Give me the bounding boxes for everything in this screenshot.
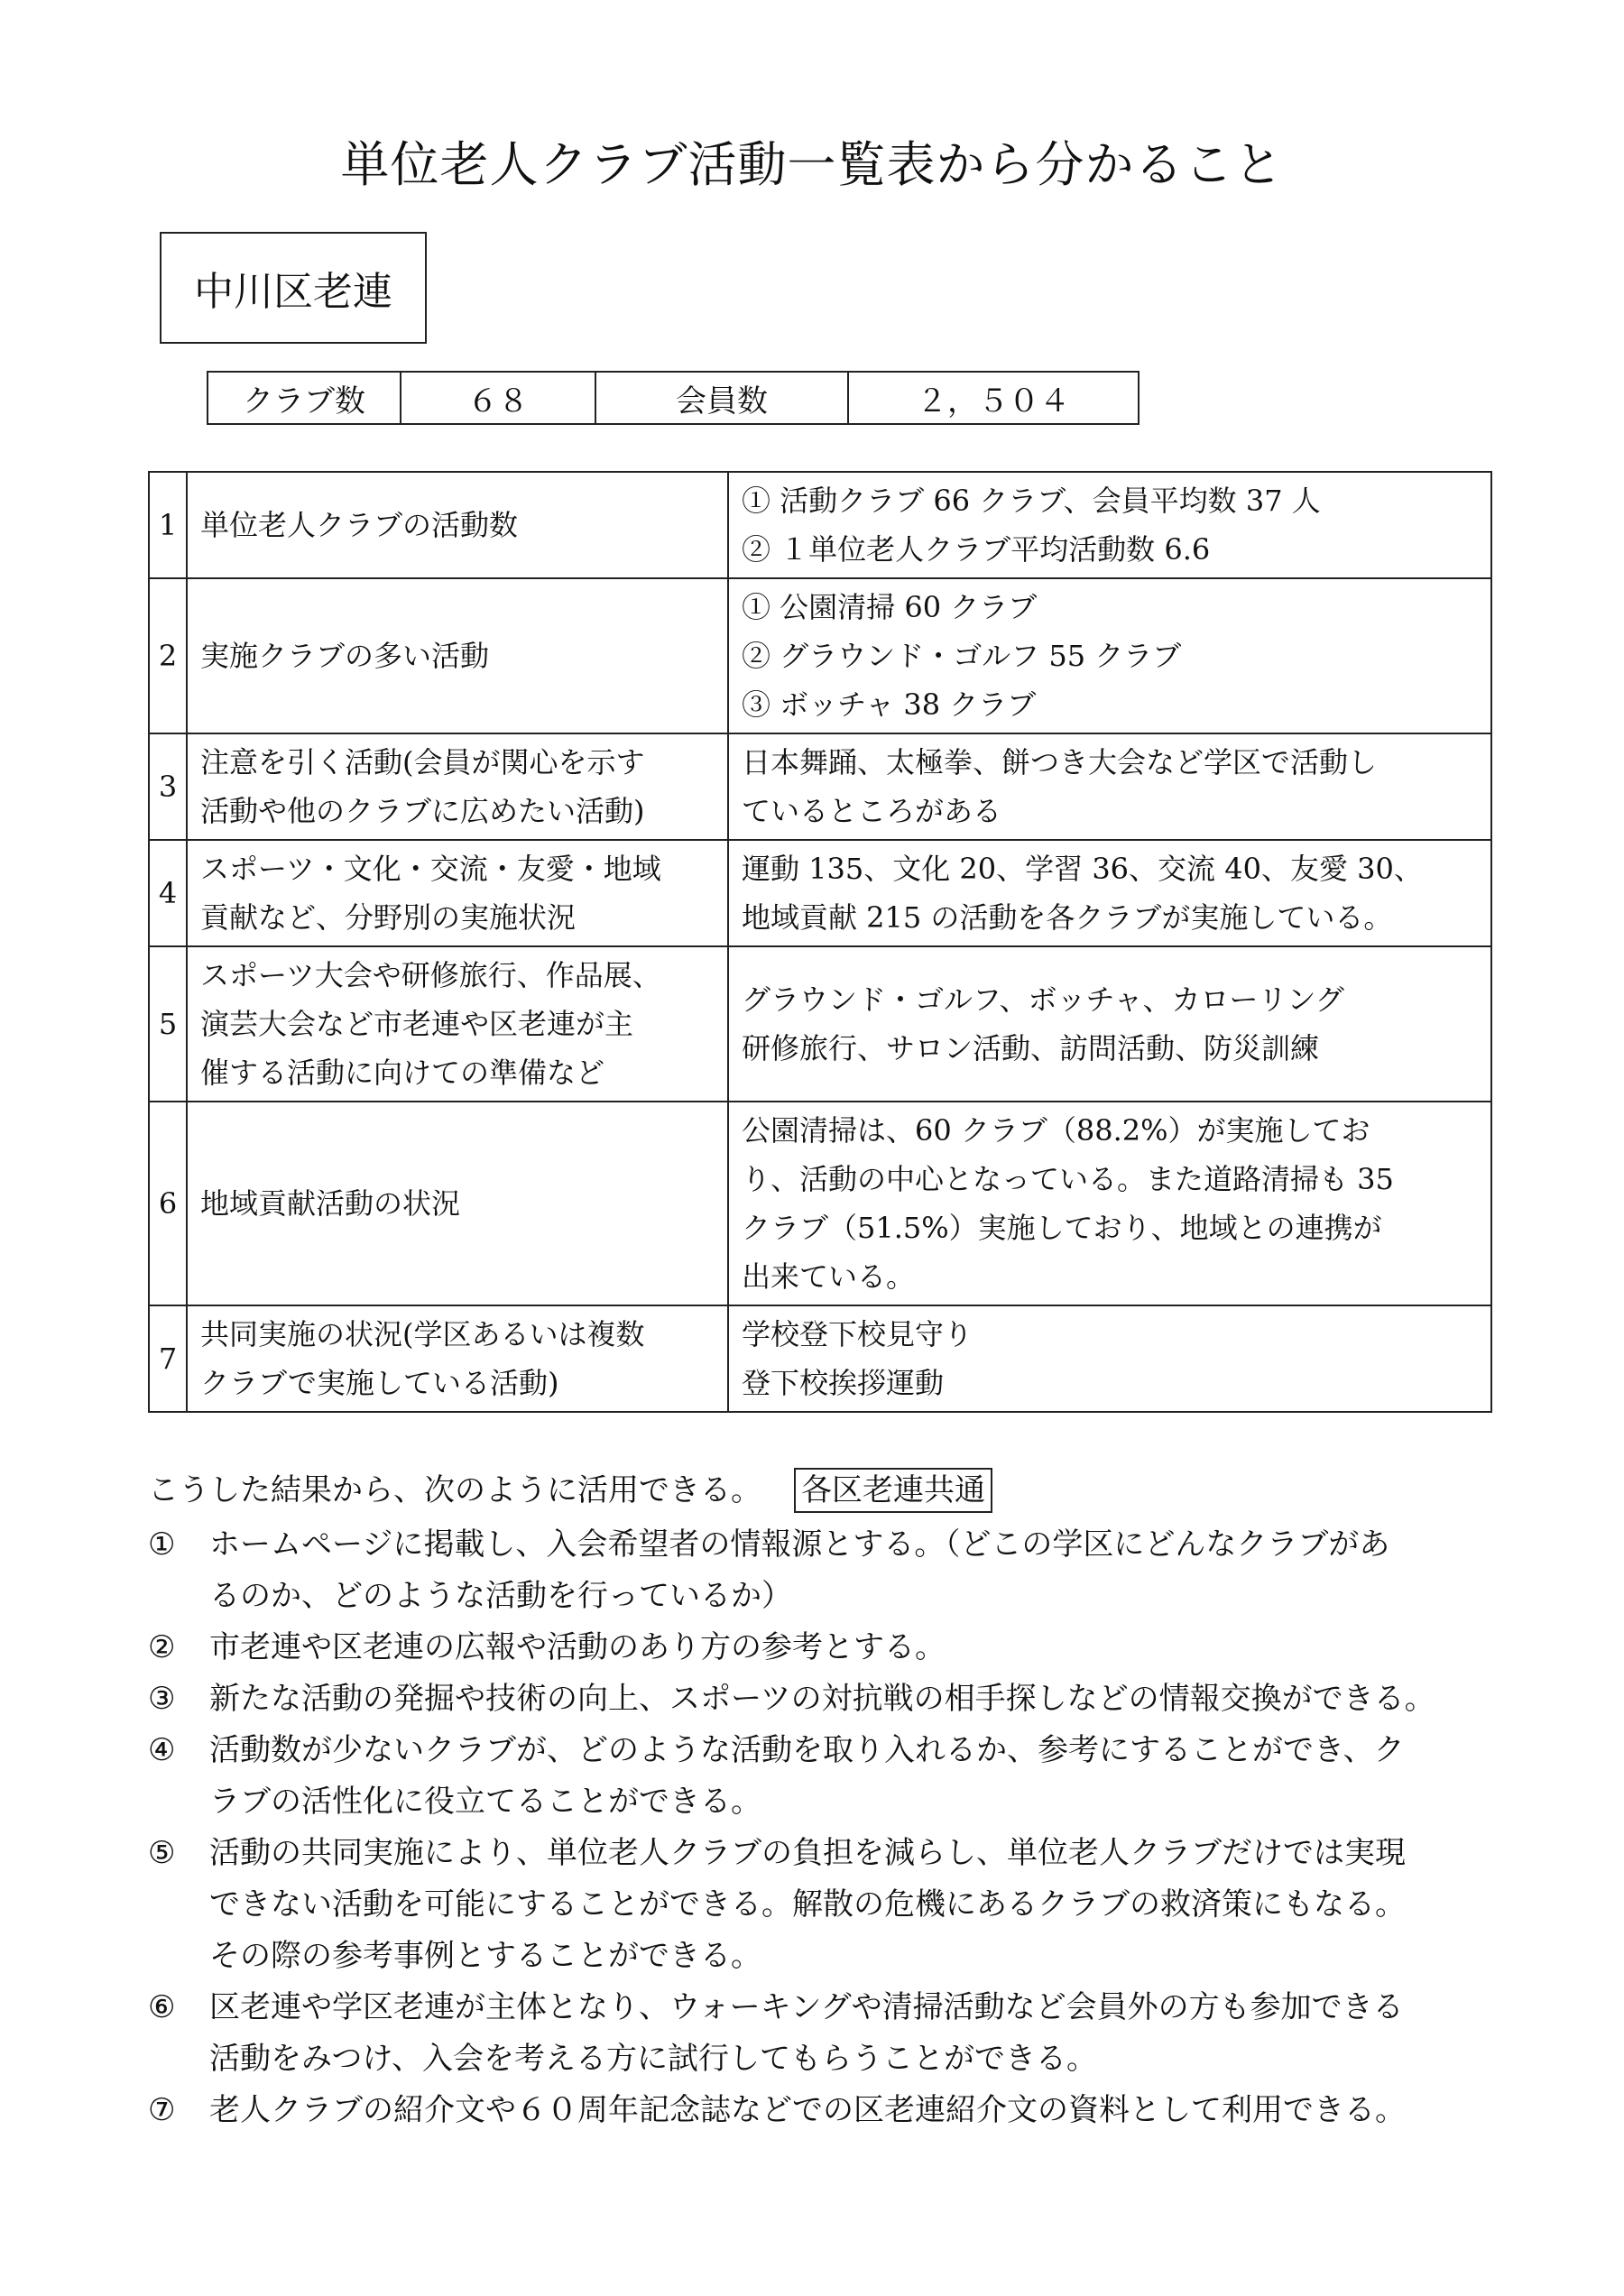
row-number: 6 (149, 1102, 187, 1305)
list-item-text (209, 1519, 1501, 1622)
usage-list (148, 1519, 1501, 2136)
detail-line: ③ ボッチャ 38 クラブ (742, 687, 1037, 722)
list-item-text (209, 1622, 1501, 1674)
topic-line: 地域貢献活動の状況 (200, 1186, 461, 1221)
list-marker: ③ (148, 1681, 176, 1717)
topic-line: 貢献など、分野別の実施状況 (200, 900, 577, 935)
detail-line: ① 活動クラブ 66 クラブ、会員平均数 37 人 (742, 484, 1321, 518)
member-count-label: 会員数 (595, 372, 848, 424)
list-item-line: 活動をみつけ、入会を考える方に試行してもらうことができる。 (209, 2041, 1097, 2077)
list-item-line: 新たな活動の発掘や技術の向上、スポーツの対抗戦の相手探しなどの情報交換ができる。 (209, 1681, 1435, 1717)
detail-line: 学校登下校見守り (742, 1317, 973, 1351)
list-item-line: その際の参考事例とすることができる。 (209, 1938, 761, 1974)
table-row (149, 472, 1491, 578)
table-row (149, 578, 1491, 733)
list-item-line: ラブの活性化に役立てることができる。 (209, 1784, 761, 1820)
common-badge: 各区老連共通 (794, 1468, 992, 1513)
row-number: 1 (149, 472, 187, 578)
summary-table (207, 371, 1140, 425)
list-item (148, 1674, 1501, 1725)
list-item-line: 活動の共同実施により、単位老人クラブの負担を減らし、単位老人クラブだけでは実現 (209, 1835, 1406, 1871)
list-item-text (209, 1828, 1501, 1982)
detail-line: ① 公園清掃 60 クラブ (742, 590, 1038, 624)
list-marker: ⑦ (148, 2092, 176, 2128)
table-row (149, 1102, 1491, 1305)
detail-line: 登下校挨拶運動 (742, 1366, 945, 1400)
row-topic (187, 733, 728, 840)
club-count-label: クラブ数 (208, 372, 401, 424)
table-row (149, 946, 1491, 1102)
row-detail (728, 1305, 1491, 1412)
row-topic (187, 472, 728, 578)
row-topic (187, 840, 728, 946)
list-marker: ⑥ (148, 1989, 176, 2025)
topic-line: クラブで実施している活動) (200, 1366, 559, 1400)
summary-row (208, 372, 1139, 424)
row-detail (728, 1102, 1491, 1305)
row-number: 3 (149, 733, 187, 840)
list-item-text (209, 2085, 1501, 2136)
row-topic (187, 578, 728, 733)
topic-line: 活動や他のクラブに広めたい活動) (200, 794, 645, 828)
row-detail (728, 840, 1491, 946)
detail-line: クラブ（51.5%）実施しており、地域との連携が (742, 1211, 1382, 1245)
row-topic (187, 1305, 728, 1412)
table-row (149, 840, 1491, 946)
topic-line: 単位老人クラブの活動数 (200, 508, 519, 542)
topic-line: スポーツ大会や研修旅行、作品展、 (200, 958, 661, 992)
activity-table-body (149, 472, 1491, 1412)
detail-line: グラウンド・ゴルフ、ボッチャ、カローリング (742, 982, 1344, 1017)
topic-line: スポーツ・文化・交流・友愛・地域 (200, 852, 661, 886)
list-item (148, 1725, 1501, 1828)
list-item-line: 市老連や区老連の広報や活動のあり方の参考とする。 (209, 1629, 946, 1665)
row-number: 2 (149, 578, 187, 733)
list-item-line: できない活動を可能にすることができる。解散の危機にあるクラブの救済策にもなる。 (209, 1886, 1406, 1923)
club-count-value: ６８ (401, 372, 595, 424)
activity-table (148, 471, 1492, 1413)
detail-line: ているところがある (742, 794, 1002, 828)
list-item (148, 1622, 1501, 1674)
row-number: 7 (149, 1305, 187, 1412)
list-item-line: 区老連や学区老連が主体となり、ウォーキングや清掃活動など会員外の方も参加できる (209, 1989, 1404, 2025)
page-title: 単位老人クラブ活動一覧表から分かること (340, 136, 1284, 193)
district-name-box: 中川区老連 (160, 232, 427, 344)
table-row (149, 1305, 1491, 1412)
table-row (149, 733, 1491, 840)
detail-line: ② グラウンド・ゴルフ 55 クラブ (742, 639, 1182, 673)
detail-line: ② １単位老人クラブ平均活動数 6.6 (742, 532, 1211, 567)
row-number: 4 (149, 840, 187, 946)
member-count-value: ２，５０４ (848, 372, 1139, 424)
list-item-text (209, 1982, 1501, 2085)
row-detail (728, 578, 1491, 733)
list-item-line: 活動数が少ないクラブが、どのような活動を取り入れるか、参考にすることができ、ク (209, 1732, 1405, 1768)
detail-line: 研修旅行、サロン活動、訪問活動、防災訓練 (742, 1031, 1320, 1065)
list-item-text (209, 1674, 1501, 1725)
list-marker: ② (148, 1629, 176, 1665)
detail-line: 運動 135、文化 20、学習 36、交流 40、友愛 30、 (742, 852, 1423, 886)
detail-line: 出来ている。 (742, 1259, 916, 1294)
intro-line (148, 1465, 992, 1516)
row-topic (187, 946, 728, 1102)
topic-line: 演芸大会など市老連や区老連が主 (200, 1007, 634, 1041)
list-item (148, 1982, 1501, 2085)
list-item (148, 1519, 1501, 1622)
topic-line: 実施クラブの多い活動 (200, 639, 490, 673)
row-detail (728, 733, 1491, 840)
detail-line: 日本舞踊、太極拳、餅つき大会など学区で活動し (742, 745, 1378, 779)
intro-text: こうした結果から、次のように活用できる。 (148, 1472, 761, 1508)
topic-line: 催する活動に向けての準備など (200, 1056, 605, 1090)
row-topic (187, 1102, 728, 1305)
list-marker: ⑤ (148, 1835, 176, 1871)
list-item-line: 老人クラブの紹介文や６０周年記念誌などでの区老連紹介文の資料として利用できる。 (209, 2092, 1406, 2128)
detail-line: 公園清掃は、60 クラブ（88.2%）が実施してお (742, 1113, 1370, 1148)
list-item-text (209, 1725, 1501, 1828)
row-number: 5 (149, 946, 187, 1102)
list-item-line: るのか、どのような活動を行っているか） (209, 1578, 792, 1614)
list-item-line: ホームページに掲載し、入会希望者の情報源とする。（どこの学区にどんなクラブがあ (209, 1526, 1390, 1563)
list-marker: ④ (148, 1732, 176, 1768)
topic-line: 共同実施の状況(学区あるいは複数 (200, 1317, 645, 1351)
row-detail (728, 472, 1491, 578)
list-item (148, 1828, 1501, 1982)
detail-line: 地域貢献 215 の活動を各クラブが実施している。 (742, 900, 1393, 935)
list-marker: ① (148, 1526, 176, 1563)
detail-line: り、活動の中心となっている。また道路清掃も 35 (742, 1162, 1394, 1196)
topic-line: 注意を引く活動(会員が関心を示す (200, 745, 645, 779)
list-item (148, 2085, 1501, 2136)
row-detail (728, 946, 1491, 1102)
